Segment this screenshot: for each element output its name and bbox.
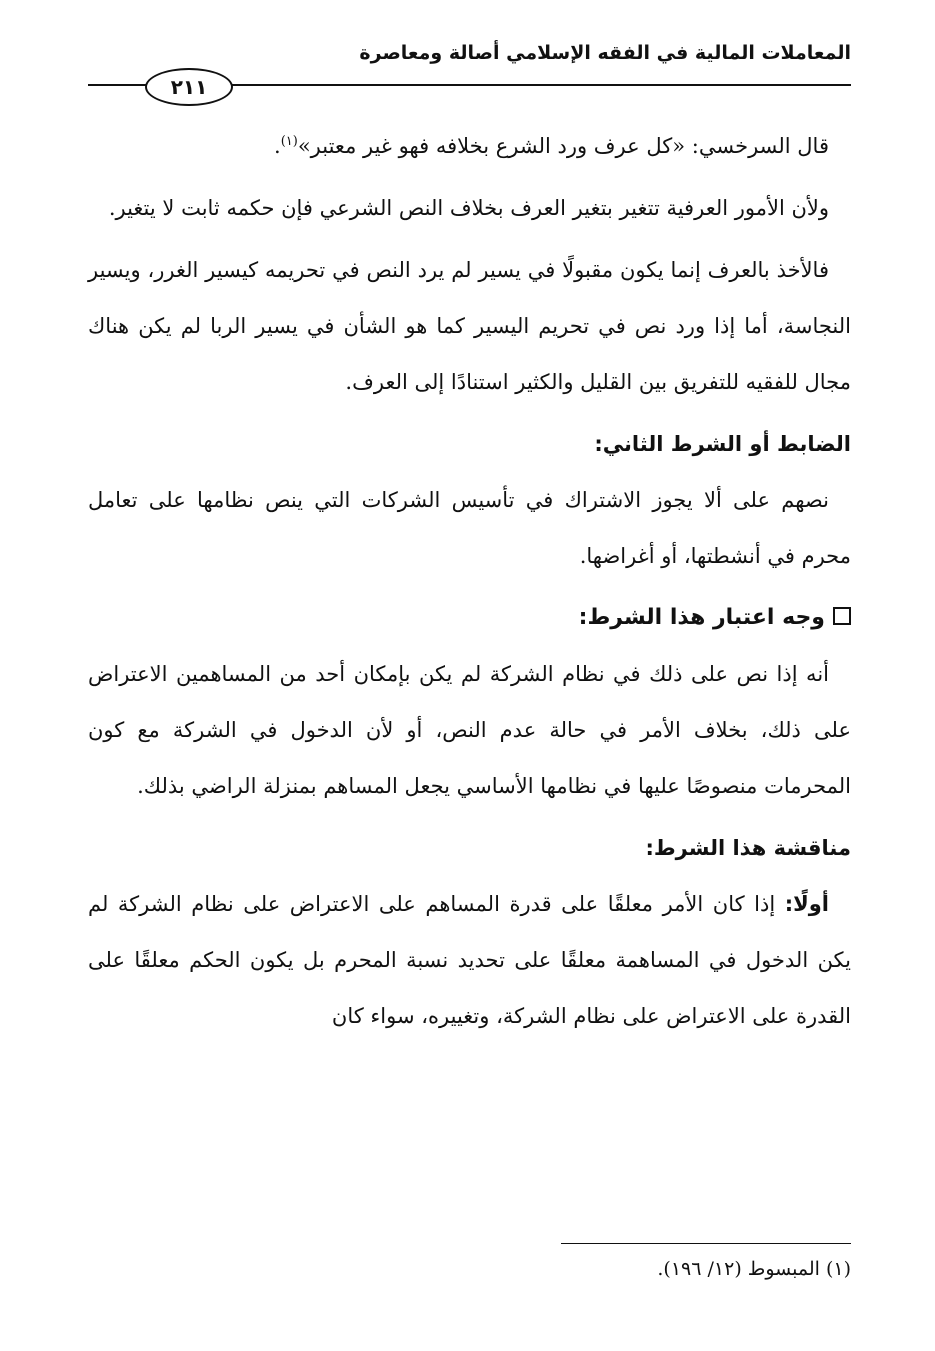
paragraph-condition-text: نصهم على ألا يجوز الاشتراك في تأسيس الشركات التي ينص نظامها على تعامل محرم في أنشطتها، أو أغراضها.	[88, 488, 851, 568]
section-heading-second-condition: الضابط أو الشرط الثاني:	[594, 432, 851, 456]
footnote: (١) المبسوط (١٢/ ١٩٦).	[657, 1258, 851, 1280]
paragraph-sarakhsi-quote	[88, 118, 851, 174]
paragraph-taking-custom: فالأخذ بالعرف إنما يكون مقبولًا في يسير لم يرد النص في تحريمه كيسير الغرر، ويسير النجاسة، أما إذا ورد نص في تحريم اليسير كما هو الشأن في يسير الربا لم يكن هناك مجال للفقيه للتفريق بين القليل والكثير استنادًا إلى العرف.	[88, 258, 851, 394]
section-heading-discussion: مناقشة هذا الشرط:	[645, 836, 851, 860]
square-bullet-icon	[833, 607, 851, 625]
rationale-heading-text: وجه اعتبار هذا الشرط:	[578, 605, 825, 630]
running-header-title: المعاملات المالية في الفقه الإسلامي أصالة ومعاصرة	[359, 42, 851, 64]
first-point-label: أولًا:	[784, 892, 829, 916]
main-text	[88, 118, 851, 1044]
section-heading-rationale	[88, 590, 851, 646]
page-number-badge: ٢١١	[145, 68, 233, 106]
paragraph-rationale: أنه إذا نص على ذلك في نظام الشركة لم يكن بإمكان أحد من المساهمين الاعتراض على ذلك، بخلاف الأمر في حالة عدم النص، أو لأن الدخول في الشركة مع كون المحرمات منصوصًا عليها في نظامها الأساسي يجعل المساهم بمنزلة الراضي بذلك.	[88, 662, 851, 798]
quote-end: .	[274, 134, 281, 158]
footnote-ref[interactable]: (١)	[280, 134, 298, 149]
footnote-separator	[561, 1243, 851, 1244]
paragraph-first-point	[88, 876, 851, 1044]
first-point-text: إذا كان الأمر معلقًا على قدرة المساهم على الاعتراض على نظام الشركة لم يكن الدخول في المساهمة معلقًا على تحديد نسبة المحرم بل يكون الحكم معلقًا على القدرة على الاعتراض على نظام الشركة، وتغييره، سواء كان	[88, 892, 851, 1028]
quote-text: قال السرخسي: «كل عرف ورد الشرع بخلافه فهو غير معتبر»	[297, 134, 829, 158]
paragraph-custom-rules: ولأن الأمور العرفية تتغير بتغير العرف بخلاف النص الشرعي فإن حكمه ثابت لا يتغير.	[108, 196, 829, 220]
